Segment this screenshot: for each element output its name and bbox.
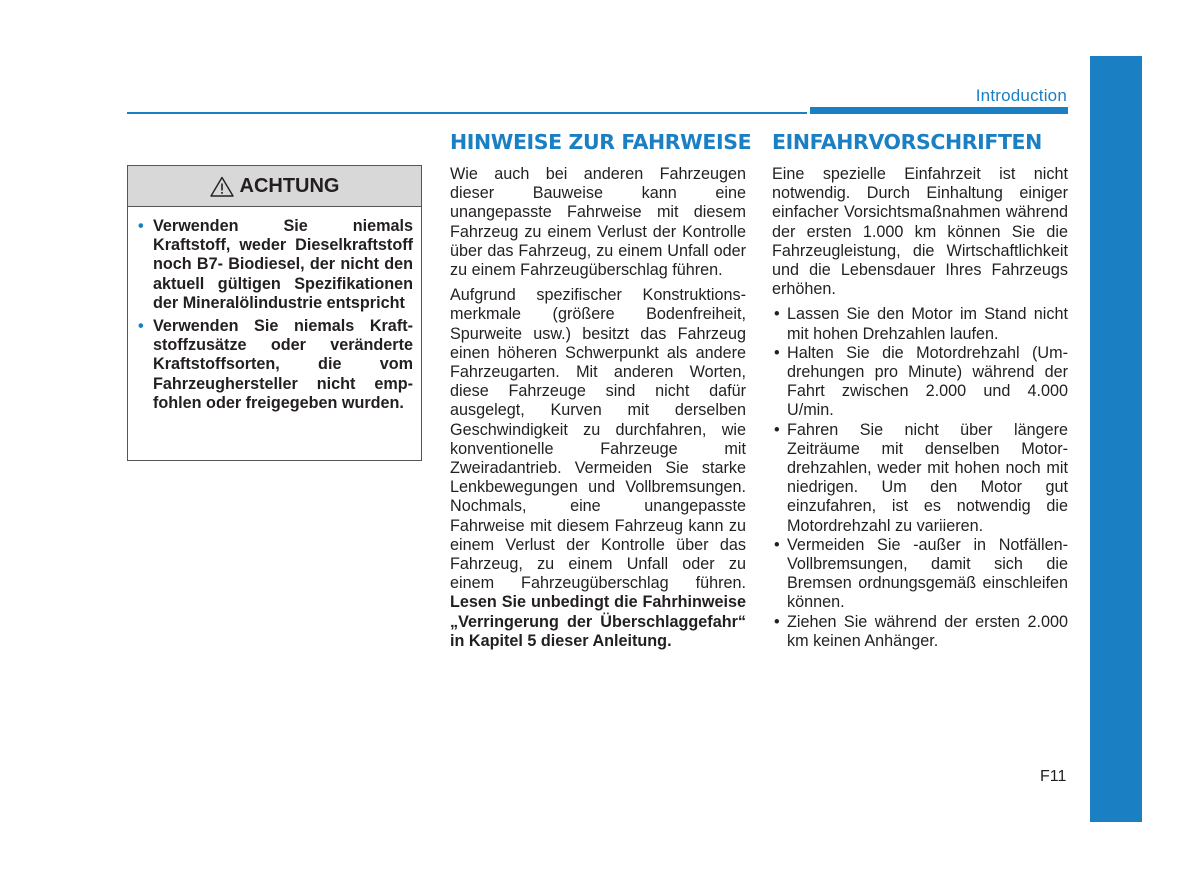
warning-item: • Verwenden Sie niemals Kraftstoff, weder Dieselkraftstoff noch B7- Biodiesel, der nicht den aktuell gültigen Spezifikationen der Mineralölindustrie entspricht xyxy=(138,217,413,313)
break-in-heading: EINFAHRVORSCHRIFTEN xyxy=(772,130,1042,154)
break-in-intro: Eine spezielle Einfahrzeit ist nicht notwendig. Durch Einhaltung einiger einfacher Vorsichtsmaßnahmen während der ersten 1.000 km können Sie die Fahrzeugleistung, die Wirtschaftlichkeit und die Lebensdauer Ihres Fahrzeugs erhöhen. xyxy=(772,165,1068,299)
section-title: Introduction xyxy=(975,86,1067,105)
driving-notes-heading: HINWEISE ZUR FAHRWEISE xyxy=(450,130,752,154)
header-rule-accent xyxy=(810,107,1068,114)
break-in-list xyxy=(772,305,1068,651)
break-in-item: • Lassen Sie den Motor im Stand nicht mit hohen Drehzahlen laufen. xyxy=(772,305,1068,343)
warning-title: ACHTUNG xyxy=(239,174,340,197)
driving-notes-paragraph: Wie auch bei anderen Fahrzeugen dieser Bauweise kann eine unangepasste Fahrweise mit diesem Fahrzeug zu einem Verlust der Kontrolle über das Fahrzeug, zu einem Unfall oder zu einem Fahrzeugüberschlag führen. xyxy=(450,165,746,280)
warning-header xyxy=(128,166,421,207)
break-in-item: • Halten Sie die Motordrehzahl (Umdrehungen pro Minute) während der Fahrt zwischen 2.000 und 4.000 U/min. xyxy=(772,344,1068,421)
driving-notes-reference: Lesen Sie unbedingt die Fahrhinweise „Verringerung der Überschlaggefahr“ in Kapitel 5 dieser Anleitung. xyxy=(450,593,746,650)
page-number: F11 xyxy=(1040,768,1067,785)
driving-notes-text: Aufgrund spezifischer Konstruktionsmerkmale (größere Bodenfreiheit, Spurweite usw.) besitzt das Fahrzeug einen höheren Schwerpunkt als andere Fahrzeugarten. Mit anderen Worten, diese Fahrzeuge sind nicht dafür ausgelegt, Kurven mit derselben Geschwindigkeit zu durchfahren, wie konventionelle Fahrzeuge mit Zweiradantrieb. Vermeiden Sie starke Lenkbewegungen und Vollbremsungen. Nochmals, eine unangepasste Fahrweise mit diesem Fahrzeug kann zu einem Verlust der Kontrolle über das Fahrzeug, zu einem Unfall oder zu einem Fahrzeugüberschlag führen. xyxy=(450,286,746,593)
break-in-item: • Ziehen Sie während der ersten 2.000 km keinen Anhänger. xyxy=(772,613,1068,651)
break-in-item: • Fahren Sie nicht über längere Zeiträume mit denselben Motordrehzahlen, weder mit hohen noch mit niedrigen. Um den Motor gut einzufahren, ist es notwendig die Motordrehzahl zu variieren. xyxy=(772,421,1068,536)
driving-notes-paragraph xyxy=(450,286,746,651)
header-rule xyxy=(127,112,807,114)
break-in-item: • Vermeiden Sie -außer in Notfällen- Vollbremsungen, damit sich die Bremsen ordnungsgemäß einschleifen können. xyxy=(772,536,1068,613)
chapter-tab xyxy=(1090,56,1142,822)
break-in-section xyxy=(772,130,1068,651)
warning-list xyxy=(128,207,421,413)
warning-box xyxy=(127,165,422,461)
driving-notes-section xyxy=(450,130,752,657)
warning-item: • Verwenden Sie niemals Kraftstoffzusätze oder veränderte Kraftstoffsorten, die vom Fahrzeughersteller nicht empfohlen oder freigegeben wurden. xyxy=(138,317,413,413)
warning-triangle-icon xyxy=(210,176,234,197)
